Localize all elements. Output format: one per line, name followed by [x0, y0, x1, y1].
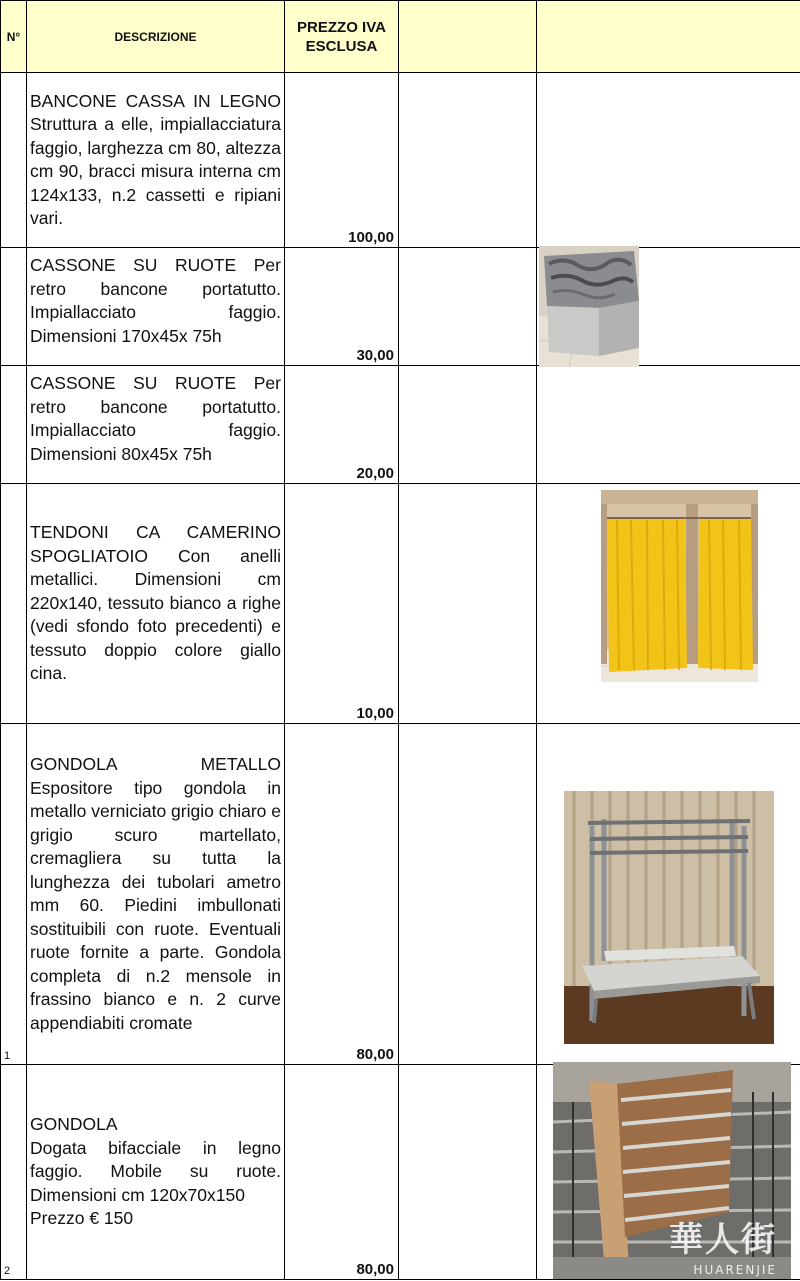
item-price: 80,00: [285, 1065, 399, 1280]
row-number: 2: [1, 1065, 27, 1280]
gondola-details: Dogata bifacciale in legno faggio. Mobile su ruote. Dimensioni cm 120x70x150: [30, 1137, 281, 1205]
photo-cell: [537, 248, 800, 366]
table-row: [1, 484, 800, 724]
photo-cell: [537, 366, 800, 484]
table-row: [1, 366, 800, 484]
header-col5: [537, 1, 800, 73]
header-num: N°: [1, 1, 27, 73]
empty-cell: [399, 366, 537, 484]
table-row: [1, 73, 800, 248]
yellow-curtains-photo: [601, 490, 758, 682]
item-description: TENDONI CA CAMERINO SPOGLIATOIO Con anelli metallici. Dimensioni cm 220x140, tessuto bianco a righe (vedi sfondo foto precedenti) e tessuto doppio colore giallo cina.: [27, 484, 285, 724]
row-number: [1, 484, 27, 724]
empty-cell: [399, 248, 537, 366]
photo-cell: [537, 1065, 800, 1280]
row-number: [1, 366, 27, 484]
photo-cell: [537, 484, 800, 724]
photo-cell: [537, 73, 800, 248]
header-description: DESCRIZIONE: [27, 1, 285, 73]
item-description: CASSONE SU RUOTE Per retro bancone portatutto. Impiallacciato faggio. Dimensioni 80x45x 75h: [27, 366, 285, 484]
row-number: 1: [1, 724, 27, 1065]
item-price: 80,00: [285, 724, 399, 1065]
empty-cell: [399, 1065, 537, 1280]
item-price: 30,00: [285, 248, 399, 366]
header-col4: [399, 1, 537, 73]
metal-gondola-photo: [564, 791, 774, 1044]
table-row: [1, 724, 800, 1065]
item-price: 20,00: [285, 366, 399, 484]
empty-cell: [399, 484, 537, 724]
item-price: 10,00: [285, 484, 399, 724]
row-number: [1, 73, 27, 248]
empty-cell: [399, 73, 537, 248]
header-price: PREZZO IVA ESCLUSA: [285, 1, 399, 73]
wooden-gondola-photo: [553, 1062, 791, 1279]
header-row: [1, 1, 800, 73]
item-description: [27, 1065, 285, 1280]
row-number: [1, 248, 27, 366]
gondola-title: GONDOLA: [30, 1114, 118, 1135]
gondola-price-note: Prezzo € 150: [30, 1208, 134, 1229]
item-description: BANCONE CASSA IN LEGNO Struttura a elle, impiallacciatura faggio, larghezza cm 80, altezza cm 90, bracci misura interna cm 124x133, n.2 cassetti e ripiani vari.: [27, 73, 285, 248]
item-price: 100,00: [285, 73, 399, 248]
photo-cell: [537, 724, 800, 1065]
table-row: [1, 1065, 800, 1280]
watermark-latin: HUARENJIE: [693, 1263, 777, 1277]
wooden-crate-photo: [539, 246, 639, 367]
table-row: [1, 248, 800, 366]
item-description: CASSONE SU RUOTE Per retro bancone portatutto. Impiallacciato faggio. Dimensioni 170x45x 75h: [27, 248, 285, 366]
watermark-characters: 華人街: [669, 1220, 777, 1260]
item-description: GONDOLA METALLO Espositore tipo gondola in metallo verniciato grigio chiaro e grigio scuro martellato, cremagliera su tutta la lunghezza dei tubolari ametro mm 60. Piedini imbullonati sostituibili con ruote. Eventuali ruote fornite a parte. Gondola completa di n.2 mensole in frassino bianco e n. 2 curve appendiabiti cromate: [27, 724, 285, 1065]
empty-cell: [399, 724, 537, 1065]
